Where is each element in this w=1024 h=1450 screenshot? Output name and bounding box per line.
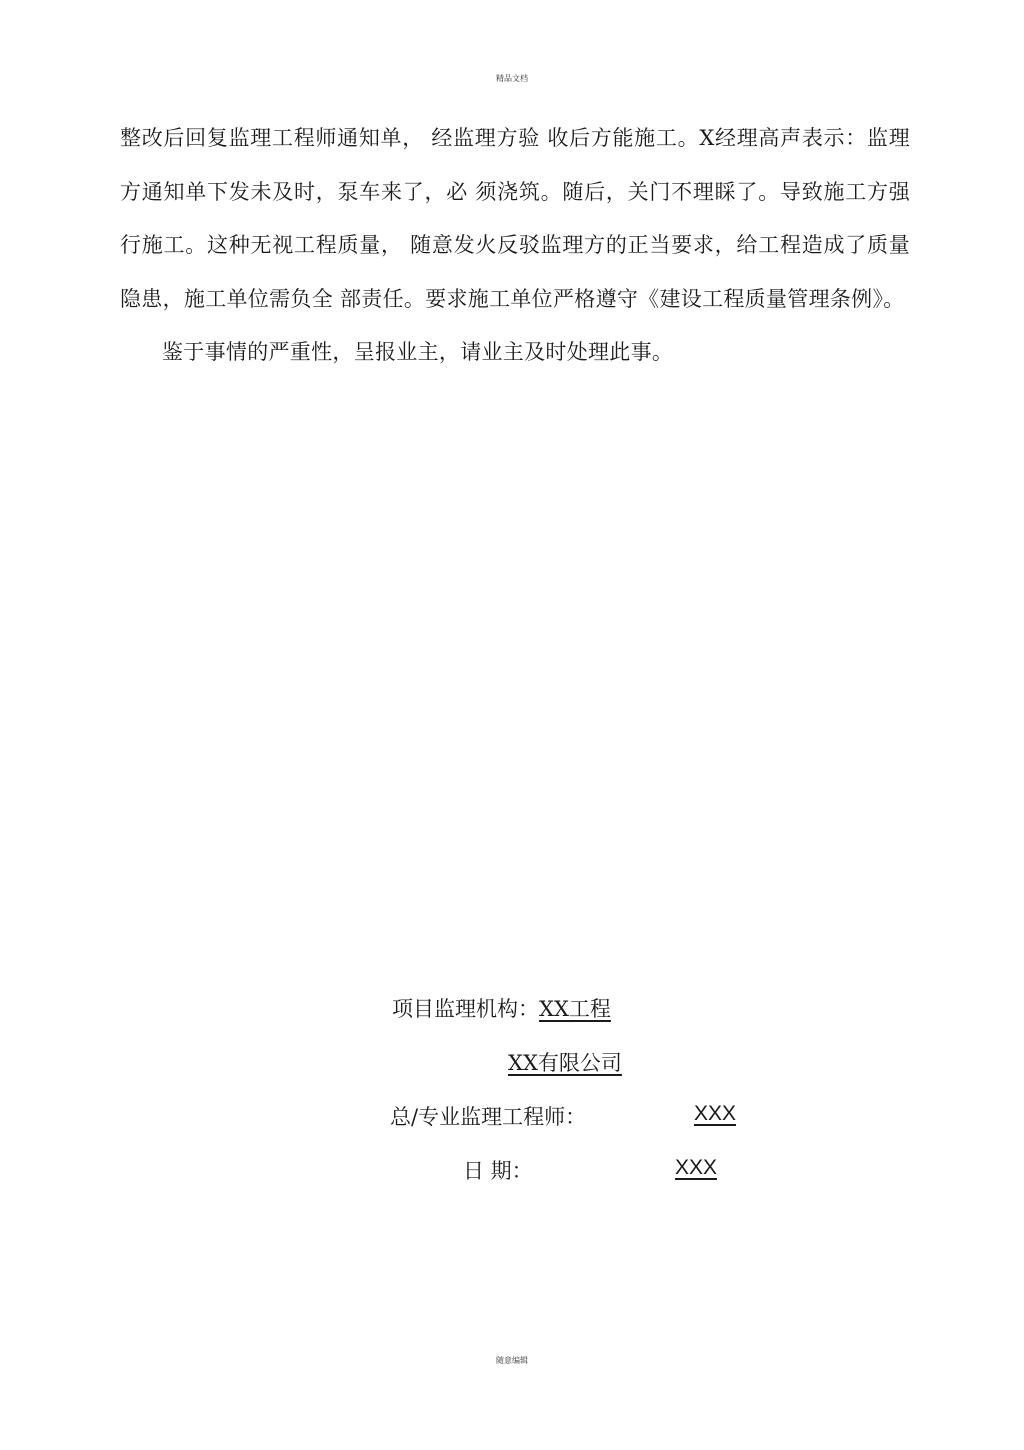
body-paragraph-2: 鉴于事情的严重性，呈报业主，请业主及时处理此事。 <box>162 340 674 364</box>
date-value: XXX <box>675 1156 718 1179</box>
date-line <box>463 1155 533 1185</box>
body-paragraph-1: 整改后回复监理工程师通知单， 经监理方验 收后方能施工。X经理高声表示：监理方通知单下发未及时，泵车来了，必 须浇筑。随后，关门不理睬了。导致施工方强行施工。这种无视工程质量， 随意发火反驳监理方的正当要求，给工程造成了质量隐患，施工单位需负全 部责任。要求施工单位严格遵守《建设工程质量管理条例》。 <box>120 126 910 311</box>
org-line-2 <box>508 1047 622 1077</box>
engineer-label: 总/专业监理工程师： <box>390 1105 587 1129</box>
footer-watermark: 随意编辑 <box>496 1356 528 1365</box>
document-body <box>120 112 910 380</box>
header-watermark: 精品文档 <box>496 74 528 83</box>
org-value-line2: XX有限公司 <box>508 1051 622 1075</box>
engineer-value-wrap <box>694 1101 736 1126</box>
engineer-line <box>390 1101 586 1131</box>
date-value-wrap <box>675 1155 717 1180</box>
date-label: 日 期： <box>463 1159 533 1183</box>
org-label: 项目监理机构： <box>392 997 539 1021</box>
engineer-value: XXX <box>694 1102 737 1125</box>
org-line <box>392 993 611 1023</box>
org-value-line1: XX工程 <box>539 997 611 1021</box>
